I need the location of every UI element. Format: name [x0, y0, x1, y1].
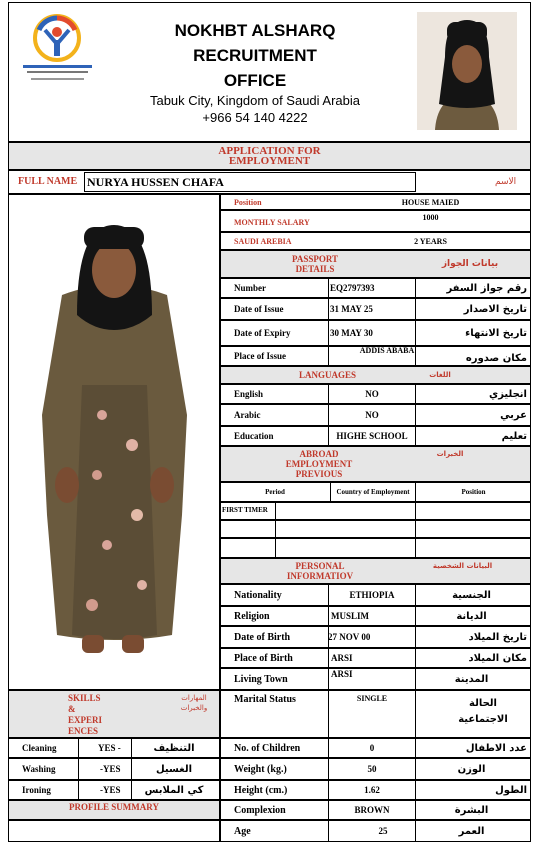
pob-label: Place of Birth: [234, 652, 293, 664]
ironing-value: -YES: [100, 785, 121, 795]
height-ar: الطول: [495, 784, 527, 796]
children-value: 0: [369, 743, 375, 753]
marital-label: Marital Status: [234, 693, 296, 705]
cleaning-ar: التنظيف: [153, 742, 195, 754]
salary-value: 1000: [422, 212, 439, 222]
company-name-line2: RECRUITMENT: [193, 46, 317, 65]
age-ar: العمر: [458, 825, 485, 837]
skills-section-title: SKILLS & EXPERI ENCES: [68, 693, 103, 736]
dob-value: 27 NOV 00: [328, 632, 371, 642]
languages-section-title: LANGUAGES: [298, 370, 356, 380]
religion-label: Religion: [234, 610, 270, 622]
applicant-full-body-photo: [22, 215, 207, 660]
position-label: Position: [234, 197, 262, 207]
weight-label: Weight (kg.): [234, 763, 287, 775]
skills-section-title-ar: المهارات والخبرات: [180, 694, 208, 712]
ironing-label: Ironing: [22, 785, 51, 795]
company-city: Tabuk City, Kingdom of Saudi Arabia: [149, 93, 361, 108]
children-ar: عدد الاطفال: [465, 742, 527, 754]
expiry-date-ar: تاريخ الانتهاء: [465, 327, 527, 339]
arabic-ar: عربي: [500, 409, 527, 421]
expiry-date-value: 30 MAY 30: [330, 328, 373, 338]
passport-number-ar: رقم جواز السفر: [446, 282, 527, 294]
abroad-col-position: Position: [461, 488, 486, 496]
abroad-row-3-sub: [275, 538, 416, 558]
abroad-first-timer: FIRST TIMER: [222, 506, 268, 514]
application-title: APPLICATION FOR EMPLOYMENT: [8, 142, 531, 170]
company-name-line3: OFFICE: [223, 71, 287, 90]
religion-value: MUSLIM: [331, 611, 369, 621]
education-value: HIGHE SCHOOL: [336, 431, 408, 441]
company-phone: +966 54 140 4222: [202, 110, 308, 125]
profile-summary-body: [8, 820, 220, 842]
personal-section-title: PERSONAL INFORMATIOV: [286, 561, 354, 581]
living-town-ar: المدينة: [454, 673, 489, 685]
dob-ar: تاريخ الميلاد: [468, 631, 527, 643]
ironing-ar: كي الملابس: [144, 784, 204, 796]
cleaning-value: YES -: [98, 743, 121, 753]
issue-place-label: Place of Issue: [234, 351, 286, 361]
english-ar: انجليزي: [489, 388, 527, 400]
profile-summary-title: PROFILE SUMMARY: [69, 802, 159, 812]
issue-date-value: 31 MAY 25: [330, 304, 373, 314]
nationality-value: ETHIOPIA: [349, 590, 395, 600]
dob-label: Date of Birth: [234, 631, 291, 643]
age-value: 25: [378, 826, 388, 836]
english-label: English: [234, 389, 264, 399]
issue-date-ar: تاريخ الاصدار: [463, 303, 527, 315]
nationality-ar: الجنسية: [452, 589, 491, 601]
abroad-row-1-sub: [275, 502, 416, 520]
issue-place-ar: مكان صدوره: [465, 353, 527, 364]
applicant-portrait-photo: [417, 12, 517, 130]
full-name-arabic-label: الاسم: [495, 177, 517, 187]
languages-section-header: [220, 366, 531, 384]
arabic-label: Arabic: [234, 410, 261, 420]
issue-date-label: Date of Issue: [234, 304, 284, 314]
complexion-label: Complexion: [234, 804, 286, 816]
salary-label: MONTHLY SALARY: [234, 217, 310, 227]
issue-place-value: ADDIS ABABA: [359, 345, 415, 355]
position-value: HOUSE MAIED: [401, 197, 460, 207]
abroad-col-country: Country of Employment: [336, 488, 410, 496]
religion-ar: الديانة: [456, 610, 487, 622]
education-label: Education: [234, 431, 274, 441]
washing-value: -YES: [100, 764, 121, 774]
age-label: Age: [234, 825, 251, 837]
pob-value: ARSI: [331, 653, 353, 663]
living-town-label: Living Town: [234, 673, 288, 685]
weight-ar: الوزن: [457, 763, 486, 775]
children-label: No. of Children: [234, 742, 301, 754]
abroad-section-title: ABROAD EMPLOYMENT PREVIOUS: [285, 449, 353, 479]
company-name-line1: NOKHBT ALSHARQ: [174, 21, 336, 40]
nationality-label: Nationality: [234, 589, 282, 601]
complexion-value: BROWN: [354, 805, 390, 815]
marital-value: SINGLE: [356, 693, 388, 703]
weight-value: 50: [367, 764, 377, 774]
passport-number-label: Number: [234, 283, 266, 293]
washing-label: Washing: [22, 764, 56, 774]
education-ar: تعليم: [501, 430, 527, 442]
full-name-label: FULL NAME: [18, 176, 78, 187]
logo-emblem-icon: [15, 10, 100, 90]
height-value: 1.62: [364, 785, 380, 795]
personal-section-title-ar: البيانات الشخصية: [432, 562, 493, 570]
complexion-ar: البشرة: [454, 804, 489, 816]
contract-value: 2 YEARS: [414, 236, 447, 246]
country-label: SAUDI AREBIA: [234, 236, 292, 246]
height-label: Height (cm.): [234, 784, 288, 796]
passport-number-value: EQ2797393: [330, 283, 375, 293]
abroad-section-title-ar: الخبرات: [436, 450, 464, 458]
pob-ar: مكان الميلاد: [468, 652, 527, 664]
passport-section-title-ar: بيانات الجواز: [441, 259, 499, 269]
languages-section-title-ar: اللغات: [429, 371, 451, 379]
arabic-value: NO: [365, 410, 379, 420]
company-logo: [15, 10, 100, 90]
expiry-date-label: Date of Expiry: [234, 328, 291, 338]
english-value: NO: [365, 389, 379, 399]
living-town-value: ARSI: [331, 669, 353, 679]
abroad-row-2-sub: [275, 520, 416, 538]
passport-section-title: PASSPORT DETAILS: [291, 254, 339, 274]
abroad-section-header: [220, 446, 531, 482]
full-name-value: NURYA HUSSEN CHAFA: [84, 172, 416, 192]
cleaning-label: Cleaning: [22, 743, 57, 753]
marital-ar: الحالة الاجتماعية: [458, 698, 508, 725]
abroad-col-period: Period: [265, 488, 285, 496]
washing-ar: الغسيل: [156, 763, 193, 775]
